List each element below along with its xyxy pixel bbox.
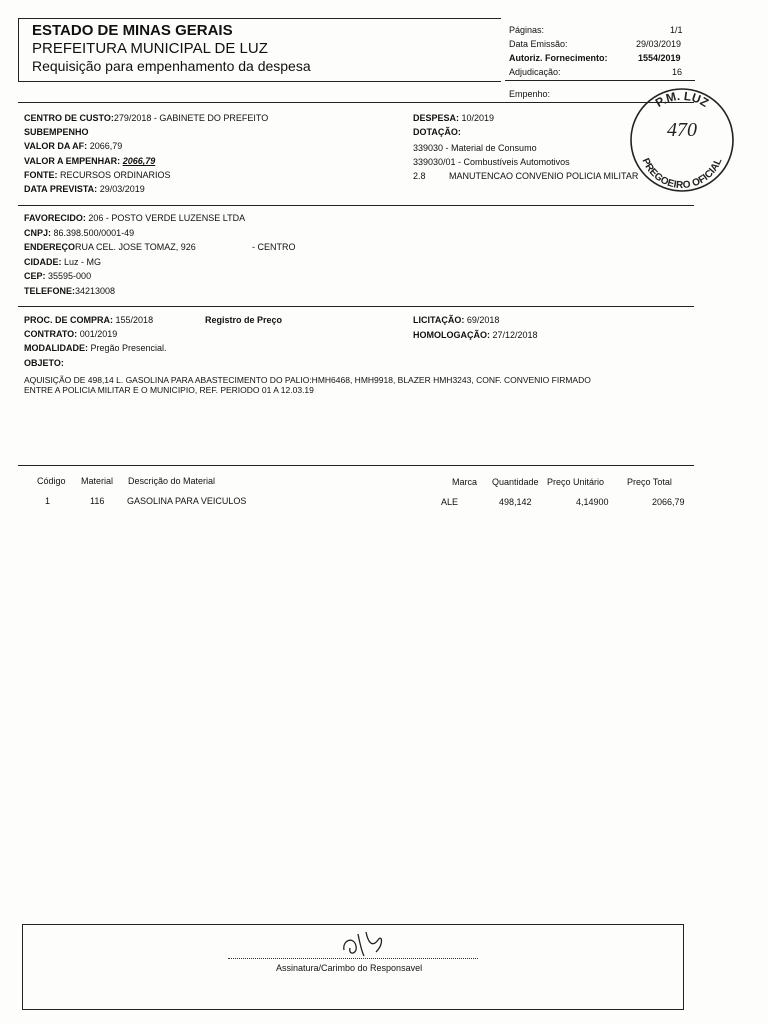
adjudicacao-value: 16 xyxy=(672,67,683,77)
empenho-label: Empenho: xyxy=(509,89,551,99)
modalidade-value: Pregão Presencial. xyxy=(90,343,167,353)
bairro-value: - CENTRO xyxy=(252,242,296,252)
despesa-label: DESPESA: xyxy=(413,113,460,123)
stamp-number: 470 xyxy=(667,119,697,141)
dotacao-line-3: MANUTENCAO CONVENIO POLICIA MILITAR xyxy=(449,171,639,181)
telefone-label: TELEFONE: xyxy=(24,286,75,296)
col-header-preco-unitario: Preço Unitário xyxy=(547,477,605,487)
centro-value: 279/2018 - GABINETE DO PREFEITO xyxy=(113,113,269,123)
signature-line xyxy=(228,958,478,959)
objeto-descricao-1: AQUISIÇÃO DE 498,14 L. GASOLINA PARA ABASTECIMENTO DO PALIO:HMH6468, HMH9918, BLAZER HMH3243, CONF. CONVENIO FIRMADO xyxy=(24,375,591,385)
col-header-marca: Marca xyxy=(452,477,478,487)
homologacao-label: HOMOLOGAÇÃO: xyxy=(413,330,490,340)
col-header-descricao: Descrição do Material xyxy=(128,476,216,486)
col-header-preco-total: Preço Total xyxy=(627,477,672,487)
fornecimento-value: 1554/2019 xyxy=(638,53,681,63)
proc-compra-value: 155/2018 xyxy=(115,315,154,325)
modalidade-label: MODALIDADE: xyxy=(24,343,88,353)
emissao-label: Data Emissão: xyxy=(509,39,568,49)
valor-empenhar-label: VALOR A EMPENHAR: xyxy=(24,156,121,166)
stamp-seal xyxy=(628,86,736,194)
cell-preco-unitario: 4,14900 xyxy=(576,497,609,507)
col-header-codigo: Código xyxy=(37,476,66,486)
paginas-label: Páginas: xyxy=(509,25,545,35)
cidade-label: CIDADE: xyxy=(24,257,62,267)
endereco-label: ENDEREÇO xyxy=(24,242,76,252)
dotacao-code-3: 2.8 xyxy=(413,171,426,181)
svg-text:P.M. LUZ xyxy=(653,89,711,110)
licitacao-label: LICITAÇÃO: xyxy=(413,315,465,325)
cell-material: 116 xyxy=(90,496,105,506)
document-subtitle: Requisição para empenhamento da despesa xyxy=(32,58,311,74)
cep-value: 35595-000 xyxy=(48,271,92,281)
signature-label: Assinatura/Carimbo do Responsavel xyxy=(276,963,423,973)
fonte-value: RECURSOS ORDINARIOS xyxy=(60,170,171,180)
meta-divider xyxy=(505,80,695,81)
prefeitura-title: PREFEITURA MUNICIPAL DE LUZ xyxy=(32,40,268,57)
section-rule-2 xyxy=(18,306,694,307)
despesa-value: 10/2019 xyxy=(461,113,495,123)
endereco-value: RUA CEL. JOSE TOMAZ, 926 xyxy=(75,242,196,252)
svg-text:PREGOEIRO OFICIAL xyxy=(639,157,724,191)
state-title: ESTADO DE MINAS GERAIS xyxy=(32,22,233,39)
dotacao-line-1: 339030 - Material de Consumo xyxy=(413,143,537,153)
contrato-value: 001/2019 xyxy=(79,329,118,339)
subempenho-label: SUBEMPENHO xyxy=(24,127,89,137)
objeto-label: OBJETO: xyxy=(24,358,64,368)
fornecimento-label: Autoriz. Fornecimento: xyxy=(509,53,608,63)
favorecido-label: FAVORECIDO: xyxy=(24,213,86,223)
cell-codigo: 1 xyxy=(45,496,51,506)
contrato-label: CONTRATO: xyxy=(24,329,78,339)
fonte-label: FONTE: xyxy=(24,170,58,180)
licitacao-value: 69/2018 xyxy=(466,315,500,325)
registro-preco-label: Registro de Preço xyxy=(205,315,283,325)
valor-af-value: 2066,79 xyxy=(89,141,123,151)
cep-label: CEP: xyxy=(24,271,46,281)
paginas-value: 1/1 xyxy=(670,25,683,35)
section-rule-1 xyxy=(18,205,694,206)
header-rule xyxy=(18,102,694,103)
dotacao-line-2: 339030/01 - Combustíveis Automotivos xyxy=(413,157,570,167)
section-rule-3 xyxy=(18,465,694,466)
cidade-value: Luz - MG xyxy=(64,257,102,267)
adjudicacao-label: Adjudicação: xyxy=(509,67,561,77)
col-header-material: Material xyxy=(81,476,114,486)
valor-af-label: VALOR DA AF: xyxy=(24,141,88,151)
valor-empenhar-value: 2066,79 xyxy=(122,156,156,166)
signature-scribble xyxy=(338,926,394,960)
cell-marca: ALE xyxy=(441,497,459,507)
proc-compra-label: PROC. DE COMPRA: xyxy=(24,315,114,325)
cell-quantidade: 498,142 xyxy=(499,497,532,507)
objeto-descricao-2: ENTRE A POLICIA MILITAR E O MUNICIPIO, REF. PERIODO 01 A 12.03.19 xyxy=(24,385,314,395)
data-prevista-value: 29/03/2019 xyxy=(99,184,145,194)
telefone-value: 34213008 xyxy=(75,286,116,296)
centro-label: CENTRO DE CUSTO: xyxy=(24,113,114,123)
dotacao-label: DOTAÇÃO: xyxy=(413,127,461,137)
col-header-quantidade: Quantidade xyxy=(492,477,539,487)
data-prevista-label: DATA PREVISTA: xyxy=(24,184,98,194)
stamp-top-text: P.M. LUZ xyxy=(652,88,712,110)
cell-descricao: GASOLINA PARA VEICULOS xyxy=(127,496,247,506)
emissao-value: 29/03/2019 xyxy=(636,39,682,49)
stamp-bottom-text: PREGOEIRO OFICIAL xyxy=(639,156,725,192)
homologacao-value: 27/12/2018 xyxy=(492,330,538,340)
cell-preco-total: 2066,79 xyxy=(652,497,685,507)
cnpj-value: 86.398.500/0001-49 xyxy=(53,228,135,238)
favorecido-value: 206 - POSTO VERDE LUZENSE LTDA xyxy=(88,213,246,223)
cnpj-label: CNPJ: xyxy=(24,228,52,238)
